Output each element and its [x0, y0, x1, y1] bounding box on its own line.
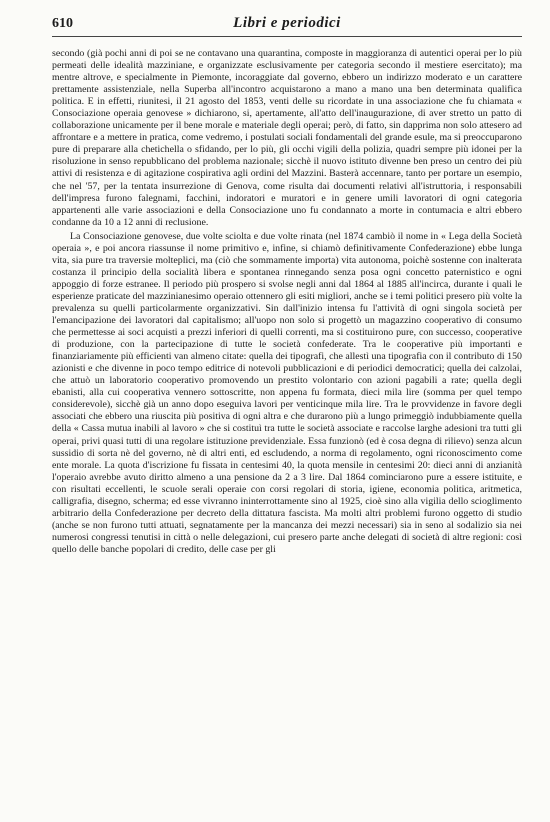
running-title: Libri e periodici — [233, 15, 341, 31]
page-header — [52, 14, 522, 37]
page-number: 610 — [52, 16, 73, 31]
article-body — [52, 48, 522, 556]
paragraph-1: secondo (già pochi anni di poi se ne contavano una quarantina, composte in maggioranza di autentici operai per lo più permeati delle idealità mazziniane, e organizzate esclusivamente per categoria secondo il mestiere esercitato); ma mentre altrove, e specialmente in Piemonte, incoraggiate dal governo, ebbero un indirizzo moderato e un carattere prettamente assistenziale, nella Superba all'incontro acquistarono a mano a mano una ben determinata qualifica politica. E in effetti, riunitesi, il 21 agosto del 1853, venti delle su ricordate in una associazione che fu chiamata « Consociazione operaia genovese » dichiarono, si, apertamente, all'atto dell'inaugurazione, di aver stretto un patto di collaborazione unicamente per il bene morale e materiale degli operai; però, di fatto, sin dapprima non solo attesero ad affrontare e a mettere in pratica, come vedremo, i postulati sociali fondamentali del grande esule, ma si preoccuparono pure di preparare alla chetichella o sfidando, per lo più, gli occhi vigili della polizia, quadri sempre più idonei per la risoluzione in senso repubblicano del problema nazionale; sicchè il nuovo istituto divenne ben preso un centro dei più attivi di resistenza e di agitazione cospirativa agli ordini del Mazzini. Basterà accennare, tanto per portare un esempio, che nel '57, per la tentata insurrezione di Genova, come risulta dai documenti relativi all'istruttoria, i responsabili dell'impresa furono falegnami, facchini, indoratori e muratori e in genere umili lavoratori di ogni categoria appartenenti alle varie associazioni e della Consociazione uno fu condannato a morte in contumacia e altri ebbero condanne da 10 a 12 anni di reclusione. — [52, 48, 522, 228]
paragraph-2: La Consociazione genovese, due volte sciolta e due volte rinata (nel 1874 cambiò il nome in « Lega della Società operaia », e poi ancora riassunse il nome primitivo e, infine, si chiamò definitivamente Confederazione) ebbe lunga vita, sia pure tra traversie molteplici, ma (ciò che sommamente importa) vita autonoma, poichè sostenne con inalterata costanza il principio della socialità libera e spontanea rinnegando senza posa ogni concetto paternistico e ogni appoggio di forze estranee. Il periodo più prospero si svolse negli anni dal 1864 al 1885 all'incirca, durante i quali le esperienze praticate del mazzinianesimo operaio ottennero gli esiti migliori, anche se i temi politici presero più volte la prevalenza su quelli particolarmente organizzativi. Sin dall'inizio intensa fu l'attività di ogni singola società per l'emancipazione dei lavoratori dal capitalismo; all'uopo non solo si progettò un magazzino cooperativo di consumo che permettesse ai soci acquisti a prezzi inferiori di quelli correnti, ma si costituirono pure, con successo, cooperative di produzione, con la partecipazione di tutte le società confederate. Tra le cooperative più importanti e finanziariamente più efficienti van almeno citate: quella dei tipografi, che allestì una tipografia con il contributo di 150 azionisti e che divenne in poco tempo editrice di notevoli pubblicazioni e di periodici democratici; quella dei calzolai, che attuò un laboratorio cooperativo promovendo un prestito volontario con azioni pagabili a rate; quella degli ebanisti, alla cui cooperativa vennero sottoscritte, non appena fu formata, dieci mila lire (somma per quel tempo considerevole), sicchè già un anno dopo eseguiva lavori per venticinque mila lire. Tra le provvidenze in favore degli associati che ebbero una riuscita più positiva di ogni altra e che durarono più a lungo primeggiò indubbiamente quella della « Cassa mutua inabili al lavoro » che si costituì tra tutte le società associate e raccolse larghe adesioni tra tutti gli operai, privi quasi tutti di una regolare istituzione previdenziale. Essa funzionò (ed è cosa degna di rilievo) senza alcun sussidio di sorta nè del governo, nè di altri enti, ed escludendo, a norma di regolamento, ogni riconoscimento come ente morale. La quota d'iscrizione fu fissata in centesimi 40, la quota mensile in centesimi 20: dieci anni di anzianità l'operaio avrebbe avuto diritto almeno a una pensione da 2 a 3 lire. Dal 1864 cominciarono pure a essere istituite, e con risultati eccellenti, le scuole serali operaie con corsi regolari di storia, igiene, economia politica, aritmetica, calligrafia, disegno, scherma; ed esse vivranno ininterrottamente sino al 1925, cioè sino alla vigilia dello scioglimento arbitrario della Confederazione per decreto della dittatura fascista. Ma molti altri problemi furono oggetto di studio (anche se non furono tutti attuati, segnatamente per la mancanza dei mezzi necessari) sia in seno al sodalizio sia nei numerosi congressi tenutisi in città o nelle delegazioni, cui presero parte anche delegati di società di altre regioni: così quello delle banche popolari di credito, delle case per gli — [52, 230, 522, 555]
